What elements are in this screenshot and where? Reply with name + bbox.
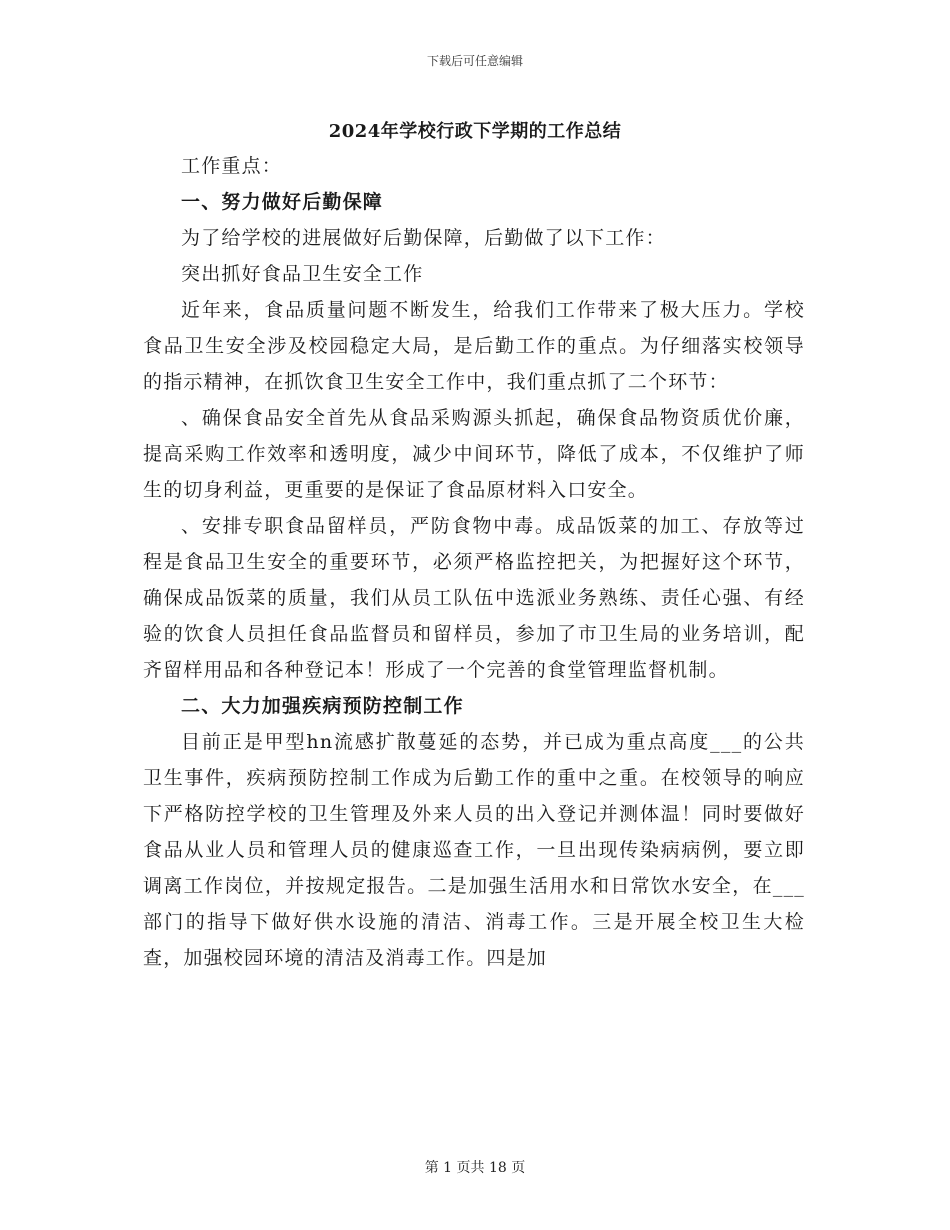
paragraph-intro: 为了给学校的进展做好后勤保障，后勤做了以下工作：: [181, 227, 666, 249]
section-heading-1: 一、努力做好后勤保障: [181, 191, 384, 213]
document-body: [143, 148, 805, 976]
paragraph-work-focus: 工作重点：: [181, 155, 283, 177]
document-title: 2024年学校行政下学期的工作总结: [328, 121, 622, 142]
paragraph-sample-keeper: 、安排专职食品留样员，严防食物中毒。成品饭菜的加工、存放等过程是食品卫生安全的重要环节，必须严格监控把关，为把握好这个环节，确保成品饭菜的质量，我们从员工队伍中选派业务熟练、责任心强、有经验的饮食人员担任食品监督员和留样员，参加了市卫生局的业务培训，配齐留样用品和各种登记本！形成了一个完善的食堂管理监督机制。: [143, 515, 805, 681]
subheading-food-safety: 突出抓好食品卫生安全工作: [181, 263, 424, 285]
paragraph-recent-years: 近年来，食品质量问题不断发生，给我们工作带来了极大压力。学校食品卫生安全涉及校园稳定大局，是后勤工作的重点。为仔细落实校领导的指示精神，在抓饮食卫生安全工作中，我们重点抓了二个环节：: [143, 299, 805, 393]
paragraph-disease-control: 目前正是甲型hn流感扩散蔓延的态势，并已成为重点高度___的公共卫生事件，疾病预防控制工作成为后勤工作的重中之重。在校领导的响应下严格防控学校的卫生管理及外来人员的出入登记并测体温！同时要做好食品从业人员和管理人员的健康巡查工作，一旦出现传染病病例，要立即调离工作岗位，并按规定报告。二是加强生活用水和日常饮水安全，在___部门的指导下做好供水设施的清洁、消毒工作。三是开展全校卫生大检查，加强校园环境的清洁及消毒工作。四是加: [143, 731, 805, 969]
page-footer-number: 第 1 页共 18 页: [424, 1160, 526, 1176]
paragraph-procurement: 、确保食品安全首先从食品采购源头抓起，确保食品物资质优价廉，提高采购工作效率和透明度，减少中间环节，降低了成本，不仅维护了师生的切身利益，更重要的是保证了食品原材料入口安全。: [143, 407, 805, 501]
page-header-note: 下载后可任意编辑: [426, 54, 523, 68]
section-heading-2: 二、大力加强疾病预防控制工作: [181, 695, 464, 717]
